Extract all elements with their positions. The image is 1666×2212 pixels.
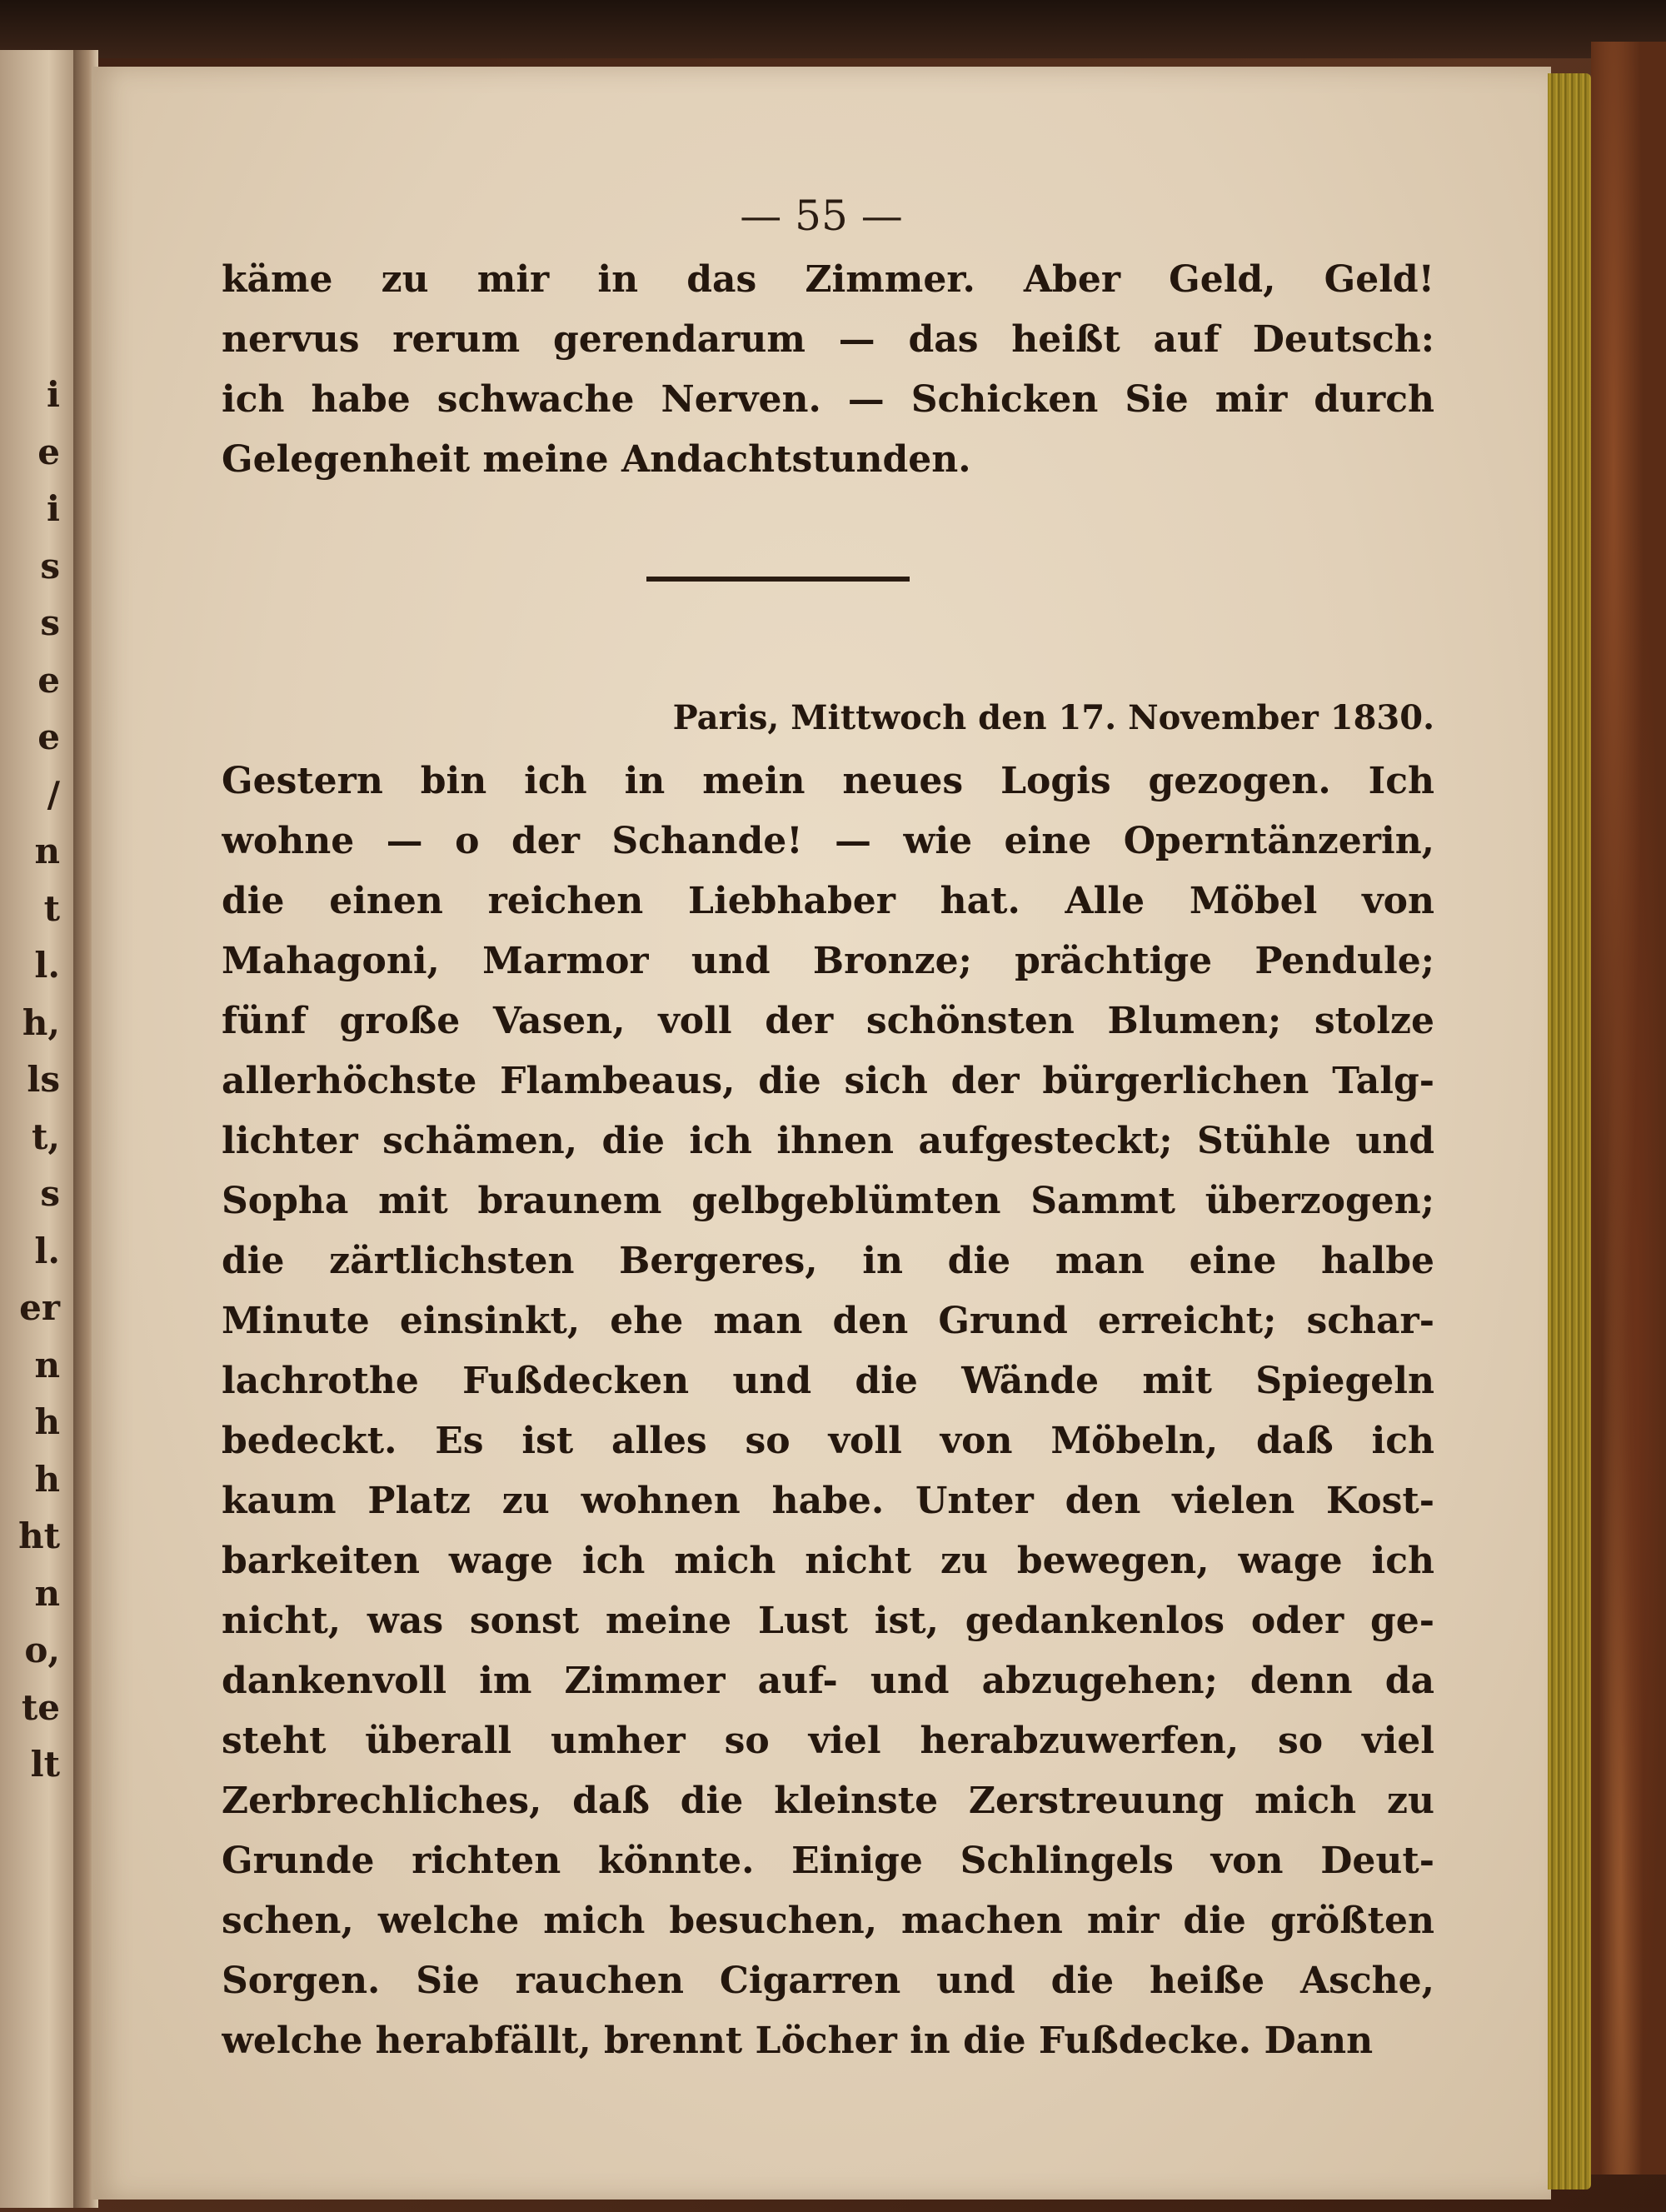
text-line: Minute einsinkt, ehe man den Grund erreicht; schar- [222,1300,1434,1342]
facing-fragment: e [37,659,60,701]
text-line: fünf große Vasen, voll der schönsten Blumen; stolze [222,1000,1434,1042]
text-line: Gelegenheit meine Andachtstunden. [222,438,971,481]
text-line: die einen reichen Liebhaber hat. Alle Möbel von [222,880,1434,922]
facing-fragment: / [47,773,60,815]
facing-fragment: ls [27,1059,60,1100]
text-line: Sorgen. Sie rauchen Cigarren und die heiße Asche, [222,1960,1434,2002]
facing-fragment: e [37,717,60,757]
text-line: nicht, was sonst meine Lust ist, gedankenlos oder ge- [222,1600,1434,1642]
facing-fragment: t, [31,1116,60,1157]
facing-fragment: s [40,545,60,587]
text-line: steht überall umher so viel herabzuwerfen, so viel [222,1720,1434,1762]
text-line: ich habe schwache Nerven. — Schicken Sie mir durch [222,378,1434,421]
letter-ending-paragraph [222,250,1434,490]
facing-fragment: n [34,831,60,871]
text-line: allerhöchste Flambeaus, die sich der bürgerlichen Talg- [222,1060,1434,1102]
text-line: die zärtlichsten Bergeres, in die man eine halbe [222,1240,1434,1282]
text-line: bedeckt. Es ist alles so voll von Möbeln, daß ich [222,1420,1434,1462]
book-page [92,67,1551,2200]
text-line: barkeiten wage ich mich nicht zu bewegen, wage ich [222,1540,1434,1582]
facing-fragment: n [34,1572,60,1614]
text-line: Sopha mit braunem gelbgeblümten Sammt überzogen; [222,1180,1434,1222]
facing-fragment: e [37,431,60,472]
text-line: dankenvoll im Zimmer auf- und abzugehen; denn da [222,1660,1434,1702]
facing-fragment: te [21,1686,60,1728]
facing-fragment: lt [30,1744,60,1785]
text-line: wohne — o der Schande! — wie eine Operntänzerin, [222,820,1434,862]
text-line: lachrothe Fußdecken und die Wände mit Spiegeln [222,1360,1434,1402]
gilded-page-edges [1548,73,1591,2190]
text-line: Gestern bin ich in mein neues Logis gezogen. Ich [222,760,1434,802]
text-line: Grunde richten könnte. Einige Schlingels von Deut- [222,1840,1434,1882]
facing-fragment: ht [18,1515,60,1556]
text-line: Zerbrechliches, daß die kleinste Zerstreuung mich zu [222,1780,1434,1822]
facing-page-text [2,367,60,1794]
text-line: welche herabfällt, brennt Löcher in die Fußdecke. Dann [222,2020,1374,2062]
facing-fragment: h [34,1458,60,1500]
facing-fragment: h [34,1401,60,1442]
text-line: schen, welche mich besuchen, machen mir die größten [222,1900,1434,1942]
section-divider [646,577,910,582]
text-line: käme zu mir in das Zimmer. Aber Geld, Geld! [222,258,1434,301]
facing-fragment: l. [34,1230,60,1271]
facing-fragment: i [47,488,60,529]
facing-fragment: s [40,1173,60,1214]
facing-fragment: s [40,602,60,643]
letter-dateline: Paris, Mittwoch den 17. November 1830. [672,698,1434,737]
text-line: Mahagoni, Marmor und Bronze; prächtige Pendule; [222,940,1434,982]
text-line: lichter schämen, die ich ihnen aufgesteckt; Stühle und [222,1120,1434,1162]
marbled-cover [1591,42,1666,2175]
page-number: — 55 — [740,192,903,240]
text-line: nervus rerum gerendarum — das heißt auf Deutsch: [222,318,1434,361]
facing-fragment: t [43,887,60,929]
book-top-edge [0,0,1666,58]
facing-fragment: er [19,1287,60,1328]
facing-fragment: i [47,374,60,415]
letter-body-paragraph [222,751,1434,2071]
facing-fragment: l. [34,945,60,986]
facing-fragment: h, [22,1001,60,1043]
text-line: kaum Platz zu wohnen habe. Unter den vielen Kost- [222,1480,1434,1522]
facing-fragment: n [34,1344,60,1386]
facing-fragment: o, [24,1630,60,1670]
